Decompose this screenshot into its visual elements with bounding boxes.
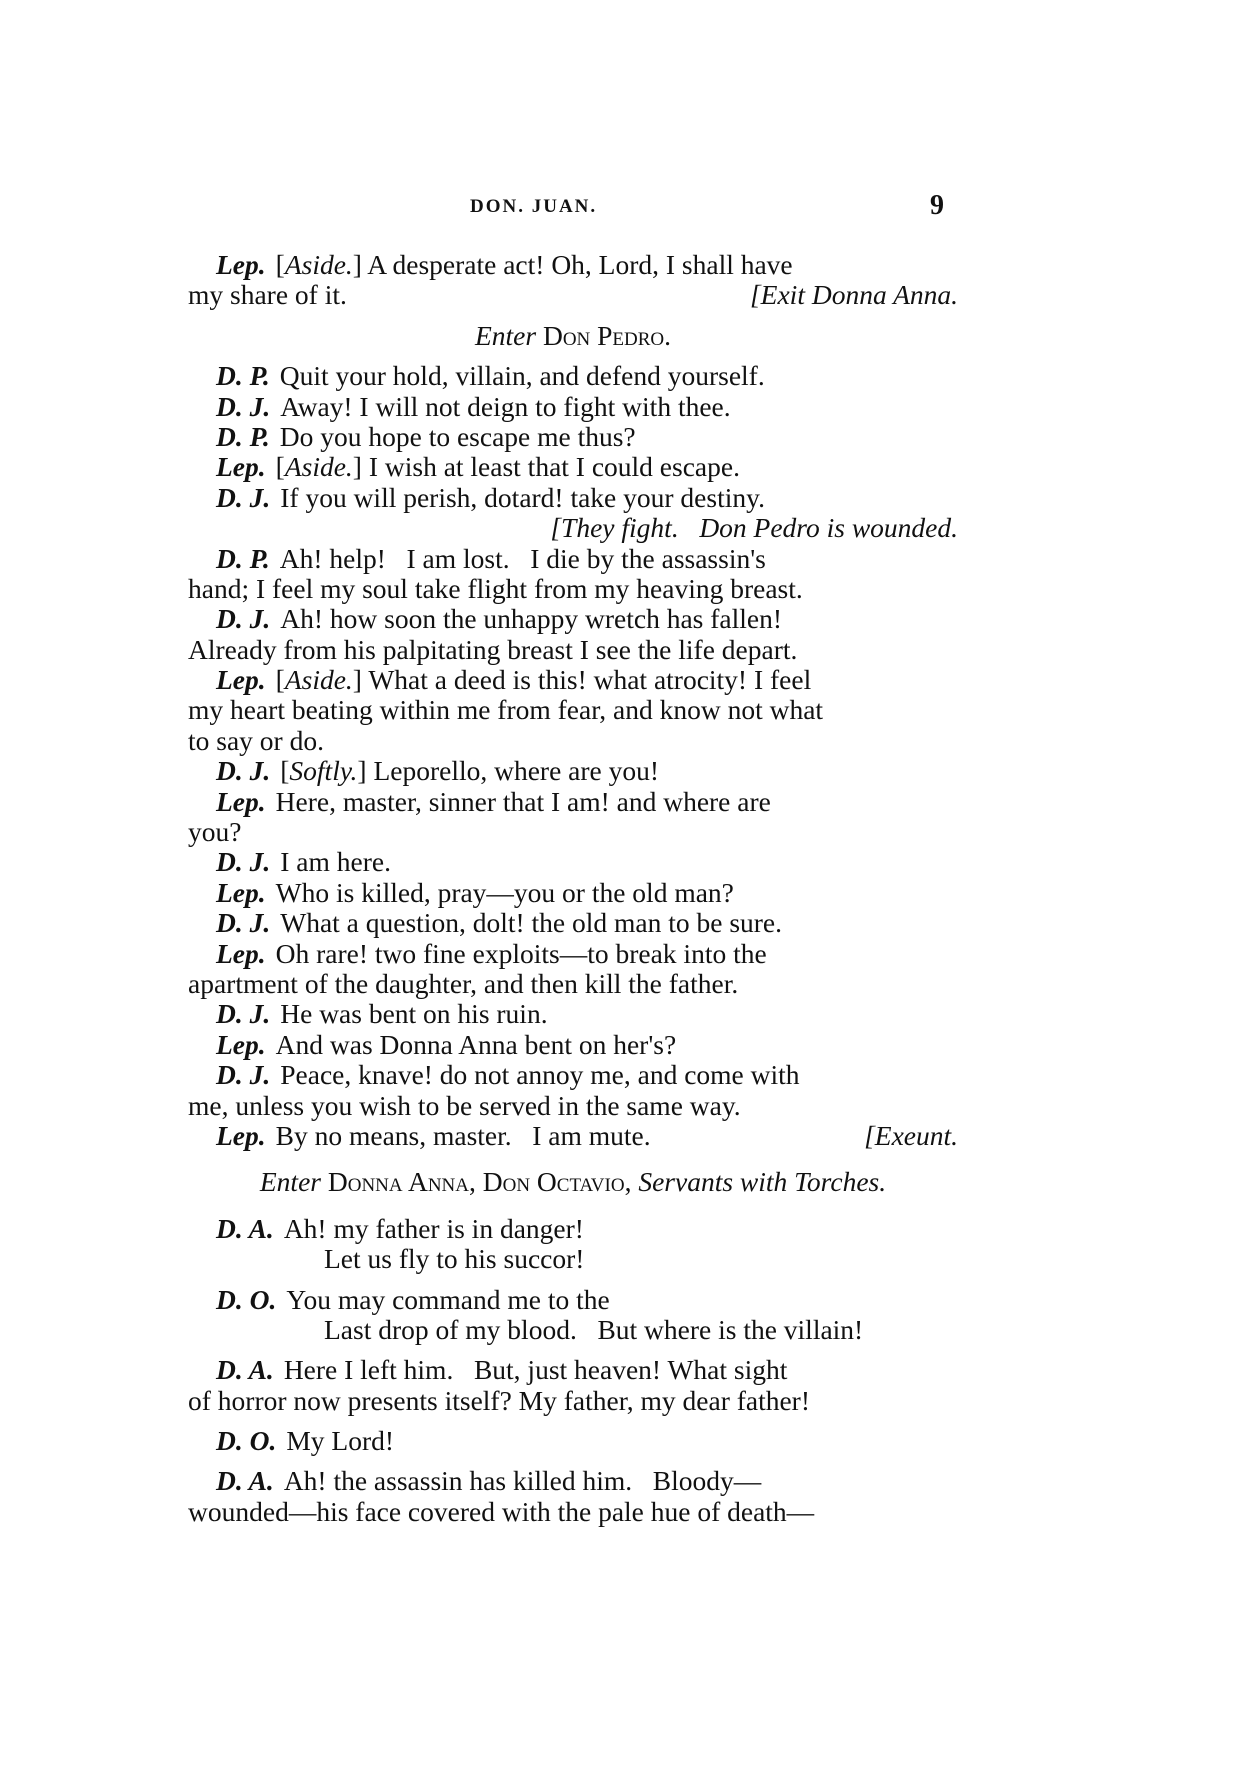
stage-direction: [Exit Donna Anna.: [749, 279, 958, 311]
stage-direction: [They fight. Don Pedro is wounded.: [550, 512, 958, 544]
text-line: [188, 1497, 958, 1527]
text-line: [188, 250, 958, 280]
line-text: to say or do.: [188, 724, 324, 756]
speaker-name: Lep.: [216, 664, 266, 696]
line-text: wounded—his face covered with the pale hue of death—: [188, 1495, 815, 1527]
text-line: [188, 1030, 958, 1060]
text-line: [188, 756, 958, 786]
line-text: Here I left him. But, just heaven! What sight: [283, 1354, 788, 1386]
text-line: [188, 695, 958, 725]
speaker-name: Lep.: [216, 785, 266, 817]
speaker-name: D. P.: [216, 360, 270, 392]
line-text: apartment of the daughter, and then kill the father.: [188, 967, 739, 999]
stage-direction: Aside.: [284, 249, 353, 280]
stage-direction: Aside.: [284, 451, 353, 483]
line-text: ] What a deed is this! what atrocity! I feel: [352, 664, 812, 696]
text-line: [188, 847, 958, 877]
text-line: [188, 1121, 958, 1151]
running-head: DON. JUAN.: [470, 196, 598, 217]
speaker-name: D. J.: [216, 907, 271, 939]
line-text: You may command me to the: [286, 1283, 610, 1315]
text-line: [188, 665, 958, 695]
line-text: ] Leporello, where are you!: [357, 755, 660, 787]
line-text: ] I wish at least that I could escape.: [352, 451, 740, 483]
text-line: [188, 483, 958, 513]
text-line: [188, 1355, 958, 1385]
line-text: my heart beating within me from fear, and know not what: [188, 694, 824, 726]
speaker-name: D. J.: [216, 846, 271, 878]
text-line: [188, 1466, 958, 1496]
text-line: [188, 1244, 958, 1274]
speaker-name: Lep.: [216, 1028, 266, 1060]
text-line: [188, 1315, 958, 1345]
scene-heading: [188, 1167, 958, 1197]
text-line: [188, 635, 958, 665]
line-text: Who is killed, pray—you or the old man?: [275, 876, 734, 908]
stage-direction: Servants with Torches.: [638, 1166, 887, 1198]
text-line: [188, 392, 958, 422]
line-text: me, unless you wish to be served in the same way.: [188, 1089, 741, 1121]
text-line: [188, 787, 958, 817]
line-text: Away! I will not deign to fight with thee.: [280, 390, 731, 422]
line-text: my share of it.: [188, 279, 347, 311]
line-text: Do you hope to escape me thus?: [279, 420, 636, 452]
text-line: [188, 422, 958, 452]
line-text: He was bent on his ruin.: [280, 998, 548, 1030]
speaker-name: D. O.: [216, 1425, 277, 1457]
line-text: of horror now presents itself? My father, my dear father!: [188, 1384, 810, 1416]
text-line: [188, 939, 958, 969]
speaker-name: D. J.: [216, 1059, 271, 1091]
speaker-name: Lep.: [216, 876, 266, 908]
speaker-name: D. A.: [216, 1354, 274, 1386]
text-line: [188, 908, 958, 938]
speaker-name: D. J.: [216, 755, 271, 787]
speaker-name: Lep.: [216, 451, 266, 483]
text-line: [188, 1060, 958, 1090]
text-line: [188, 1426, 958, 1456]
line-text: Already from his palpitating breast I see the life depart.: [188, 633, 798, 665]
speaker-name: Lep.: [216, 937, 266, 969]
text-line: [188, 513, 958, 543]
text-line: [188, 1091, 958, 1121]
stage-direction: Softly.: [289, 755, 358, 787]
text-line: [188, 1285, 958, 1315]
speaker-name: D. J.: [216, 603, 271, 635]
bracket: [: [275, 664, 285, 696]
speaker-name: D. P.: [216, 420, 270, 452]
line-text: Here, master, sinner that I am! and where are: [275, 785, 771, 817]
speaker-name: D. A.: [216, 1465, 274, 1497]
text-line: [188, 280, 958, 310]
line-text: Ah! how soon the unhappy wretch has fallen!: [280, 603, 782, 635]
bracket: [: [275, 249, 285, 280]
text-line: [188, 969, 958, 999]
line-text: you?: [188, 816, 242, 848]
character-names: Donna Anna, Don Octavio,: [327, 1166, 632, 1198]
text-line: [188, 574, 958, 604]
line-text: And was Donna Anna bent on her's?: [275, 1028, 677, 1060]
line-text: If you will perish, dotard! take your destiny.: [280, 481, 765, 513]
line-text: Ah! help! I am lost. I die by the assassin's: [279, 542, 766, 574]
line-text: Ah! the assassin has killed him. Bloody—: [283, 1465, 762, 1497]
bracket: [: [280, 755, 290, 787]
line-text: Ah! my father is in danger!: [283, 1212, 584, 1244]
line-text: ] A desperate act! Oh, Lord, I shall have: [352, 249, 793, 280]
line-text: My Lord!: [286, 1425, 395, 1457]
text-line: [188, 726, 958, 756]
text-line: [188, 544, 958, 574]
text-line: [188, 1214, 958, 1244]
line-text: Let us fly to his succor!: [324, 1243, 585, 1275]
speaker-name: D. P.: [216, 542, 270, 574]
text-line: [188, 452, 958, 482]
text-line: [188, 1386, 958, 1416]
speaker-name: Lep.: [216, 1119, 266, 1151]
speaker-name: D. J.: [216, 390, 271, 422]
speaker-name: D. A.: [216, 1212, 274, 1244]
line-text: Quit your hold, villain, and defend yourself.: [279, 360, 765, 392]
speaker-name: D. O.: [216, 1283, 277, 1315]
stage-direction: Aside.: [284, 664, 353, 696]
speaker-name: D. J.: [216, 481, 271, 513]
stage-direction: [Exeunt.: [864, 1119, 958, 1151]
text-line: [188, 878, 958, 908]
line-text: I am here.: [280, 846, 391, 878]
character-name: Don Pedro.: [542, 319, 672, 351]
line-text: Peace, knave! do not annoy me, and come with: [280, 1059, 800, 1091]
page-header: [0, 190, 1259, 226]
line-text: Last drop of my blood. But where is the villain!: [324, 1313, 864, 1345]
line-text: Oh rare! two fine exploits—to break into the: [275, 937, 767, 969]
text-line: [188, 817, 958, 847]
text-line: [188, 999, 958, 1029]
speaker-name: D. J.: [216, 998, 271, 1030]
scene-heading: [188, 321, 958, 351]
page-number: 9: [930, 190, 944, 221]
play-text: [188, 250, 958, 1527]
text-line: [188, 361, 958, 391]
line-text: What a question, dolt! the old man to be sure.: [280, 907, 783, 939]
enter-label: Enter: [259, 1166, 321, 1198]
enter-label: Enter: [474, 319, 537, 351]
bracket: [: [275, 451, 285, 483]
speaker-name: Lep.: [216, 249, 266, 280]
line-text: By no means, master. I am mute.: [275, 1119, 651, 1151]
line-text: hand; I feel my soul take flight from my heaving breast.: [188, 572, 803, 604]
text-line: [188, 604, 958, 634]
